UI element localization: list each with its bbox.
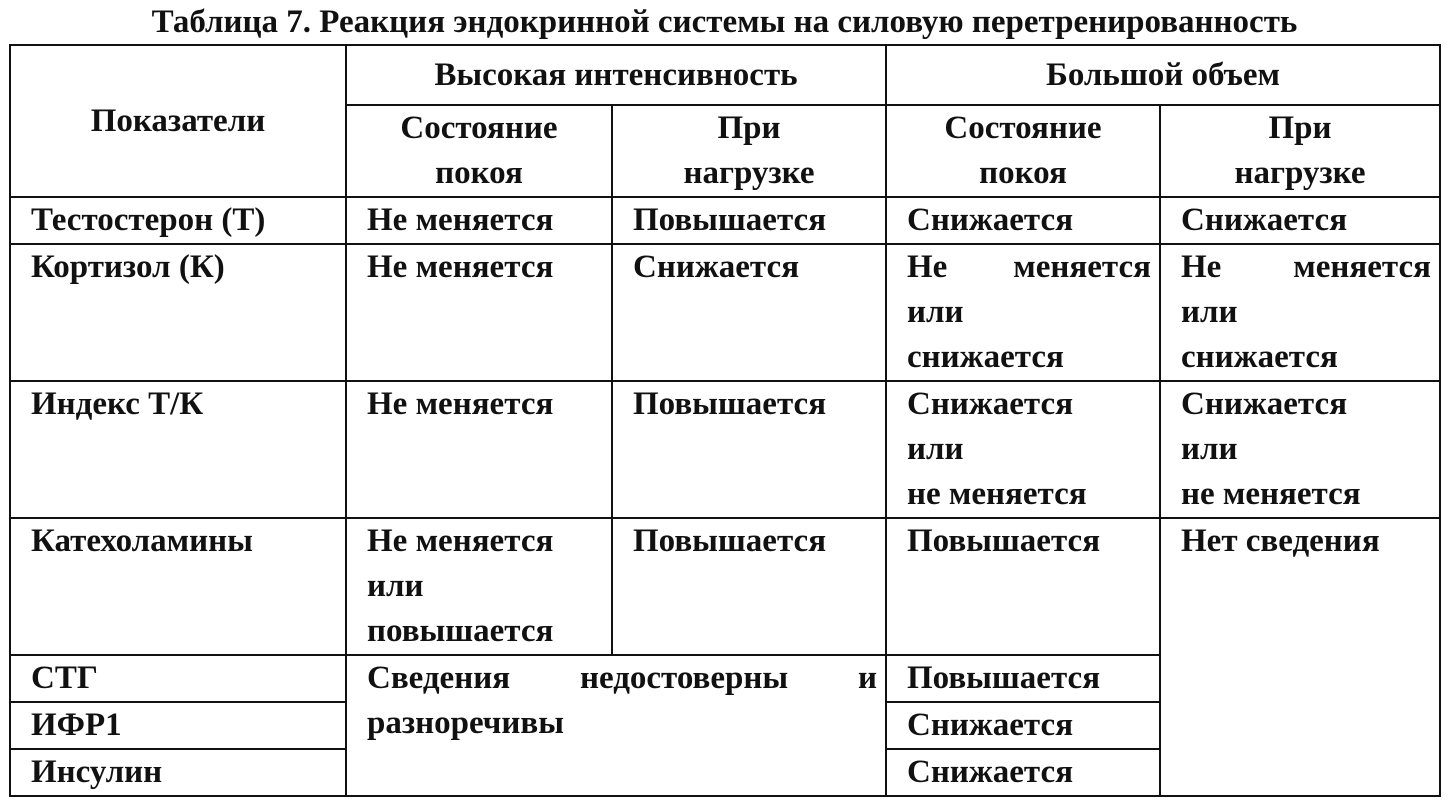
row-label-stg: СТГ xyxy=(10,655,346,702)
cell-testosterone-hi-rest: Не меняется xyxy=(346,197,612,244)
cell-cortisol-hi-rest: Не меняется xyxy=(346,244,612,381)
row-label-ifr1: ИФР1 xyxy=(10,702,346,749)
header-row-groups xyxy=(10,45,1440,105)
row-label-index: Индекс Т/К xyxy=(10,381,346,518)
table-row-catecholamines xyxy=(10,518,1440,655)
cell-index-vol-rest: Снижается или не меняется xyxy=(886,381,1160,518)
header-high-intensity: Высокая интенсивность xyxy=(346,45,886,105)
header-vol-rest: Состояние покоя xyxy=(886,105,1160,197)
cell-index-hi-rest: Не меняется xyxy=(346,381,612,518)
cell-catecholamines-vol-load: Нет сведения xyxy=(1160,518,1440,796)
header-large-volume: Большой объем xyxy=(886,45,1440,105)
row-label-cortisol: Кортизол (К) xyxy=(10,244,346,381)
cell-testosterone-vol-load: Снижается xyxy=(1160,197,1440,244)
cell-insulin-vol-rest: Снижается xyxy=(886,749,1160,796)
cell-testosterone-vol-rest: Снижается xyxy=(886,197,1160,244)
cell-stg-vol-rest: Повышается xyxy=(886,655,1160,702)
cell-cortisol-vol-rest: Не меняется или снижается xyxy=(886,244,1160,381)
cell-index-vol-load: Снижается или не меняется xyxy=(1160,381,1440,518)
table-row-testosterone xyxy=(10,197,1440,244)
table-title: Таблица 7. Реакция эндокринной системы на силовую перетренированность xyxy=(151,4,1298,40)
cell-cortisol-vol-load: Не меняется или снижается xyxy=(1160,244,1440,381)
row-label-catecholamines: Катехоламины xyxy=(10,518,346,655)
table-row-cortisol xyxy=(10,244,1440,381)
cell-catecholamines-hi-rest: Не меняется или повышается xyxy=(346,518,612,655)
header-hi-load: При нагрузке xyxy=(612,105,886,197)
header-hi-rest: Состояние покоя xyxy=(346,105,612,197)
header-vol-load: При нагрузке xyxy=(1160,105,1440,197)
row-label-insulin: Инсулин xyxy=(10,749,346,796)
table-row-index xyxy=(10,381,1440,518)
endocrine-table xyxy=(9,44,1441,797)
row-label-testosterone: Тестостерон (Т) xyxy=(10,197,346,244)
cell-cortisol-hi-load: Снижается xyxy=(612,244,886,381)
cell-hi-merged-note: Сведения недостоверны и разноречивы xyxy=(346,655,886,796)
header-indicators: Показатели xyxy=(10,45,346,197)
cell-index-hi-load: Повышается xyxy=(612,381,886,518)
cell-ifr1-vol-rest: Снижается xyxy=(886,702,1160,749)
cell-testosterone-hi-load: Повышается xyxy=(612,197,886,244)
cell-catecholamines-vol-rest: Повышается xyxy=(886,518,1160,655)
cell-catecholamines-hi-load: Повышается xyxy=(612,518,886,655)
